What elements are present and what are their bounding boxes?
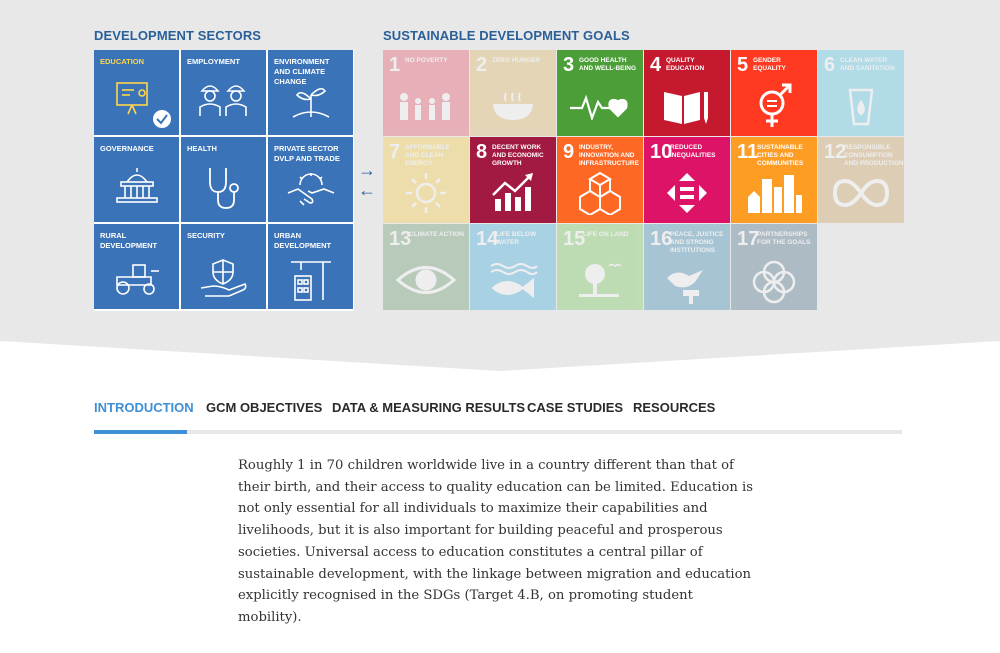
goal-number: 17 <box>737 228 760 250</box>
goal-label: CLEAN WATER AND SANITATION <box>840 57 895 72</box>
goal-number: 15 <box>563 228 586 250</box>
introduction-text: Roughly 1 in 70 children worldwide live in a country different than that of their birth, and their access to quality education can be limited. Education is not only essential for all individuals to maximize their capabilities and livelihoods, but it is also important for building peaceful and prosperous societies. Universal access to education constitutes a central pillar of sustainable development, with the linkage between migration and education explicitly recognised in the SDGs (Target 4.B, on promoting student mobility). <box>238 458 754 625</box>
goal-number: 1 <box>389 54 401 76</box>
eye-globe-icon <box>396 263 456 297</box>
people-icon <box>396 91 456 121</box>
goal-number: 4 <box>650 54 662 76</box>
sdg-goal-11[interactable] <box>731 137 817 223</box>
sdg-goal-9[interactable] <box>557 137 643 223</box>
goal-label: DECENT WORK AND ECONOMIC GROWTH <box>492 144 544 167</box>
goal-number: 5 <box>737 54 749 76</box>
sectors-title: DEVELOPMENT SECTORS <box>94 28 262 43</box>
tab-case-studies[interactable]: CASE STUDIES <box>527 400 624 415</box>
stethoscope-icon <box>202 166 246 212</box>
capitol-building-icon <box>113 166 161 204</box>
goal-label: SUSTAINABLE CITIES AND COMMUNITIES <box>757 144 804 167</box>
goal-label: LIFE ON LAND <box>583 231 629 238</box>
sdg-goal-14[interactable] <box>470 224 556 310</box>
panel-pointer <box>0 339 1000 373</box>
sdg-grid <box>383 50 903 311</box>
sdg-goal-17[interactable] <box>731 224 817 310</box>
sdg-goal-7[interactable] <box>383 137 469 223</box>
book-pencil-icon <box>662 86 712 126</box>
goal-label: NO POVERTY <box>405 57 448 64</box>
sector-urban[interactable] <box>268 224 353 309</box>
goal-number: 9 <box>563 141 575 163</box>
sector-rural[interactable] <box>94 224 179 309</box>
goal-number: 14 <box>476 228 499 250</box>
goal-number: 13 <box>389 228 412 250</box>
tractor-icon <box>111 261 163 295</box>
workers-icon <box>194 79 254 117</box>
city-icon <box>746 173 802 213</box>
partnership-rings-icon <box>751 259 797 305</box>
tab-gcm-objectives[interactable]: GCM OBJECTIVES <box>206 400 323 415</box>
fish-icon <box>487 260 539 300</box>
sector-label: PRIVATE SECTOR DVLP AND TRADE <box>274 144 340 163</box>
sdg-goal-10[interactable] <box>644 137 730 223</box>
sdg-goal-12[interactable] <box>818 137 904 223</box>
sdg-goal-16[interactable] <box>644 224 730 310</box>
equality-arrows-icon <box>665 171 709 215</box>
heartbeat-icon <box>568 92 632 120</box>
sector-security[interactable] <box>181 224 266 309</box>
tab-data-measuring-results[interactable]: DATA & MEASURING RESULTS <box>332 400 526 415</box>
goal-label: LIFE BELOW WATER <box>496 231 537 246</box>
goal-label: CLIMATE ACTION <box>409 231 464 238</box>
sector-private-trade[interactable] <box>268 137 353 222</box>
sdg-goal-3[interactable] <box>557 50 643 136</box>
crane-building-icon <box>287 258 335 302</box>
goal-number: 12 <box>824 141 847 163</box>
sector-label: RURAL DEVELOPMENT <box>100 231 158 250</box>
sector-label: URBAN DEVELOPMENT <box>274 231 332 250</box>
sector-label: SECURITY <box>187 231 225 240</box>
sector-environment[interactable] <box>268 50 353 135</box>
sdg-goal-1[interactable] <box>383 50 469 136</box>
shield-hand-icon <box>199 258 249 298</box>
sdg-goal-2[interactable] <box>470 50 556 136</box>
goal-label: PARTNERSHIPS FOR THE GOALS <box>757 231 811 246</box>
arrow-right-icon: → <box>358 160 376 180</box>
goal-number: 11 <box>737 141 759 163</box>
tree-birds-icon <box>575 260 625 300</box>
sector-label: EMPLOYMENT <box>187 57 240 66</box>
goal-label: REDUCED INEQUALITIES <box>670 144 716 159</box>
dove-gavel-icon <box>663 264 711 304</box>
goal-label: QUALITY EDUCATION <box>666 57 705 72</box>
goal-label: GENDER EQUALITY <box>753 57 786 72</box>
tab-introduction[interactable]: INTRODUCTION <box>94 400 194 415</box>
goal-label: RESPONSIBLE CONSUMPTION AND PRODUCTION <box>844 144 904 167</box>
tab-resources[interactable]: RESOURCES <box>633 400 716 415</box>
sector-health[interactable] <box>181 137 266 222</box>
link-arrows <box>358 160 378 200</box>
goal-number: 10 <box>650 141 673 163</box>
sector-education[interactable] <box>94 50 179 135</box>
selected-check-icon <box>151 108 173 130</box>
goal-number: 16 <box>650 228 673 250</box>
goal-number: 8 <box>476 141 488 163</box>
sdg-goal-15[interactable] <box>557 224 643 310</box>
sdg-goal-13[interactable] <box>383 224 469 310</box>
arrow-left-icon: ← <box>358 180 376 200</box>
infinity-icon <box>833 178 889 208</box>
sector-label: GOVERNANCE <box>100 144 154 153</box>
goal-label: ZERO HUNGER <box>492 57 541 64</box>
content-tabs <box>94 396 902 434</box>
handshake-icon <box>286 173 336 209</box>
goal-label: INDUSTRY, INNOVATION AND INFRASTRUCTURE <box>579 144 639 167</box>
sdg-goal-6[interactable] <box>818 50 904 136</box>
sun-icon <box>404 171 448 215</box>
sdg-goal-8[interactable] <box>470 137 556 223</box>
active-tab-indicator <box>94 430 187 434</box>
sector-governance[interactable] <box>94 137 179 222</box>
goal-number: 7 <box>389 141 401 163</box>
goal-number: 6 <box>824 54 836 76</box>
water-glass-icon <box>846 86 876 126</box>
sectors-grid <box>94 50 354 311</box>
goal-label: GOOD HEALTH AND WELL-BEING <box>579 57 637 72</box>
gender-equality-icon <box>752 83 796 129</box>
sector-employment[interactable] <box>181 50 266 135</box>
sdg-goal-5[interactable] <box>731 50 817 136</box>
goal-number: 3 <box>563 54 575 76</box>
growth-chart-icon <box>491 173 535 213</box>
cubes-icon <box>576 171 624 215</box>
bowl-icon <box>490 91 536 121</box>
goal-label: PEACE, JUSTICE AND STRONG INSTITUTIONS <box>670 231 724 254</box>
goals-title: SUSTAINABLE DEVELOPMENT GOALS <box>383 28 630 43</box>
sector-label: HEALTH <box>187 144 217 153</box>
goal-number: 2 <box>476 54 488 76</box>
sdg-goal-4[interactable] <box>644 50 730 136</box>
goal-label: AFFORDABLE AND CLEAN ENERGY <box>405 144 450 167</box>
sector-label: ENVIRONMENT AND CLIMATE CHANGE <box>274 57 330 86</box>
sector-label: EDUCATION <box>100 57 145 66</box>
plant-icon <box>289 85 333 119</box>
